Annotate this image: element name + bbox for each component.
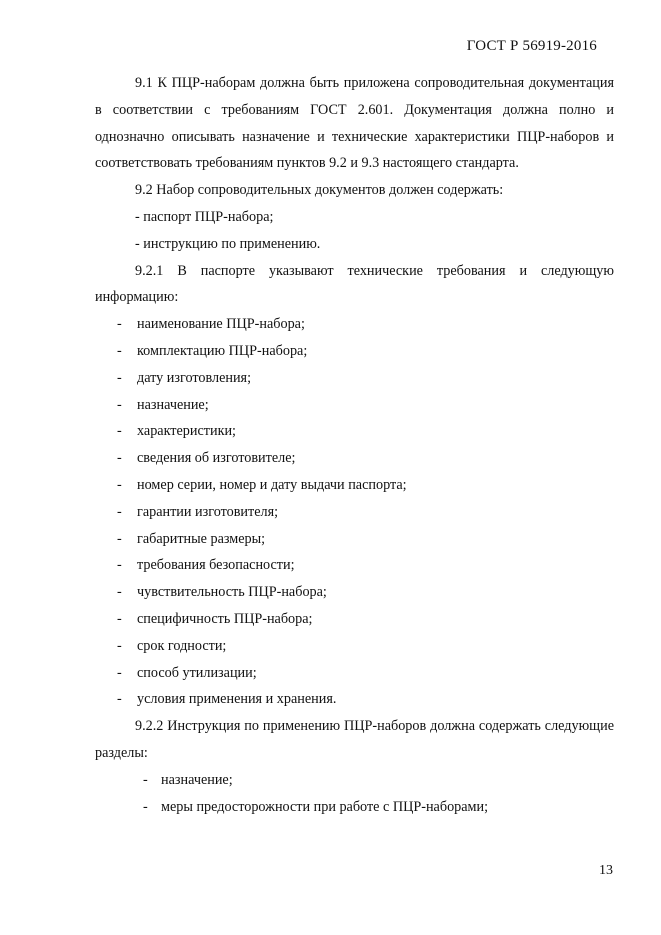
list-item-text: наименование ПЦР-набора; xyxy=(137,316,305,333)
paragraph-9-1: 9.1 К ПЦР-наборам должна быть приложена сопроводительная документация в соответствии с требованиям ГОСТ 2.601. Документация должна полно и однозначно описывать назначение и технические характеристики ПЦР-наборов и соответствовать требованиям пунктов 9.2 и 9.3 настоящего стандарта. xyxy=(95,75,614,172)
list-dash: - xyxy=(143,771,148,788)
list-item-text: назначение; xyxy=(137,396,209,413)
list-dash: - xyxy=(117,664,122,681)
passport-items-list xyxy=(95,311,614,713)
list-item xyxy=(95,633,614,660)
list-dash: - xyxy=(117,316,122,333)
list-item-text: способ утилизации; xyxy=(137,664,257,681)
list-item xyxy=(95,392,614,419)
instruction-items-list xyxy=(95,767,614,821)
list-dash: - xyxy=(117,342,122,359)
list-dash: - xyxy=(117,396,122,413)
list-item-text: комплектацию ПЦР-набора; xyxy=(137,342,308,359)
list-item xyxy=(95,660,614,687)
list-item xyxy=(95,552,614,579)
list-item xyxy=(95,767,614,794)
list-dash: - xyxy=(117,530,122,547)
list-dash: - xyxy=(117,423,122,440)
paragraph-9-2-1: 9.2.1 В паспорте указывают технические требования и следующую информацию: xyxy=(95,262,614,306)
list-item-text: срок годности; xyxy=(137,637,227,654)
list-item-text: габаритные размеры; xyxy=(137,530,266,547)
list-item xyxy=(95,472,614,499)
list-item-text: чувствительность ПЦР-набора; xyxy=(137,584,327,601)
list-item-text: дату изготовления; xyxy=(137,369,252,386)
list-dash: - xyxy=(117,557,122,574)
list-item xyxy=(95,606,614,633)
list-item-text: специфичность ПЦР-набора; xyxy=(137,610,313,627)
paragraph-9-2-item-passport: - паспорт ПЦР-набора; xyxy=(135,208,274,225)
list-item xyxy=(95,445,614,472)
standard-header: ГОСТ Р 56919-2016 xyxy=(466,38,597,54)
page-number: 13 xyxy=(599,863,613,878)
list-item-text: назначение; xyxy=(161,771,233,788)
list-dash: - xyxy=(117,369,122,386)
list-dash: - xyxy=(117,691,122,708)
list-item-text: условия применения и хранения. xyxy=(137,691,337,708)
list-dash: - xyxy=(143,798,148,815)
list-item-text: гарантии изготовителя; xyxy=(137,503,279,520)
list-item-text: требования безопасности; xyxy=(137,557,295,574)
list-item xyxy=(95,794,614,821)
paragraph-9-2-item-instruction: - инструкцию по применению. xyxy=(135,235,321,252)
list-item-text: номер серии, номер и дату выдачи паспорта; xyxy=(137,476,407,493)
page-content xyxy=(95,70,614,820)
list-item xyxy=(95,686,614,713)
list-item-text: сведения об изготовителе; xyxy=(137,450,296,467)
list-item xyxy=(95,338,614,365)
list-dash: - xyxy=(117,584,122,601)
list-item xyxy=(95,579,614,606)
list-dash: - xyxy=(117,450,122,467)
list-dash: - xyxy=(117,610,122,627)
list-dash: - xyxy=(117,503,122,520)
paragraph-9-2-2: 9.2.2 Инструкция по применению ПЦР-наборов должна содержать следующие разделы: xyxy=(95,718,614,761)
list-item-text: характеристики; xyxy=(137,423,237,440)
list-item xyxy=(95,499,614,526)
list-dash: - xyxy=(117,637,122,654)
list-item xyxy=(95,526,614,553)
list-item xyxy=(95,365,614,392)
paragraph-9-2: 9.2 Набор сопроводительных документов должен содержать: xyxy=(135,182,504,199)
list-item xyxy=(95,311,614,338)
list-item-text: меры предосторожности при работе с ПЦР-наборами; xyxy=(161,798,489,815)
list-dash: - xyxy=(117,476,122,493)
list-item xyxy=(95,418,614,445)
